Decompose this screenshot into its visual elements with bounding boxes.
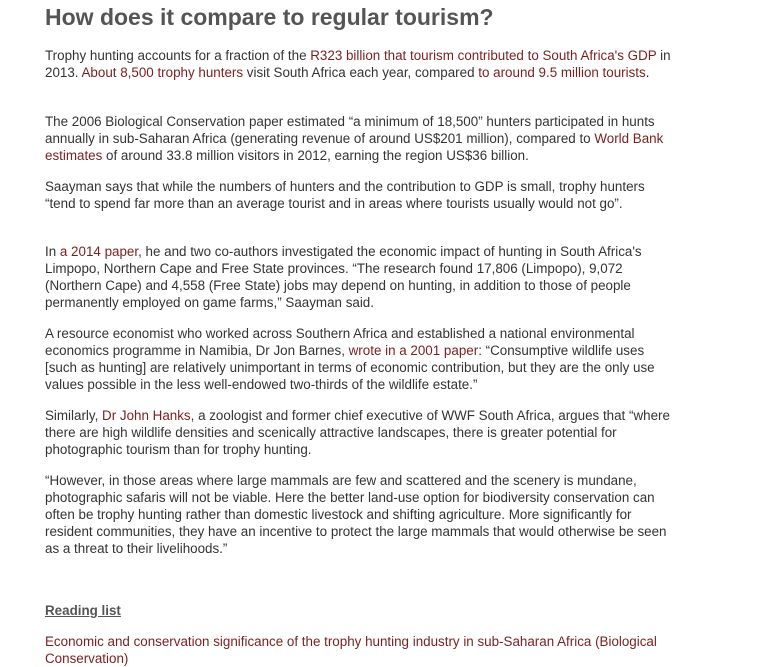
reading-list-title: Reading list <box>45 603 121 618</box>
text: of around 33.8 million visitors in 2012, earning the region US$36 billion. <box>102 148 529 163</box>
text: Saayman says that while the numbers of hunters and the contribution to GDP is small, trophy hunters “tend to spend far more than an average tourist and in areas where tourists usually would not go”. <box>45 179 645 211</box>
text: “However, in those areas where large mammals are few and scattered and the scenery is mundane, photographic safaris will not be viable. Here the better land-use option for biodiversity conservation can often be trophy hunting rather than domestic livestock and shifting agriculture. More significantly for resident communities, they have an incentive to protect the large mammals that would otherwise be seen as a threat to their livelihoods.” <box>45 473 667 556</box>
link-million-tourists[interactable]: to around 9.5 million tourists <box>478 65 646 80</box>
link-2014-paper[interactable]: a 2014 paper <box>59 244 139 259</box>
link-trophy-hunters[interactable]: About 8,500 trophy hunters <box>81 65 244 80</box>
paragraph-john-hanks <box>45 407 675 458</box>
text: Similarly, <box>45 408 103 423</box>
link-tourism-gdp[interactable]: R323 billion that tourism contributed to South Africa's GDP <box>310 48 657 63</box>
link-john-hanks[interactable]: Dr John Hanks <box>102 408 191 423</box>
link-world-bank-estimates[interactable]: World Bank estimates <box>45 131 664 163</box>
text: A resource economist who worked across Southern Africa and established a national environmental economics programme in Namibia, Dr Jon Barnes, <box>45 326 635 358</box>
link-reading-list-item[interactable]: Economic and conservation significance of the trophy hunting industry in sub-Saharan Africa (Biological Conservation) <box>45 634 657 666</box>
text: in 2013. <box>45 48 671 80</box>
text: : “Consumptive wildlife uses [such as hunting] are relatively unimportant in terms of economic contribution, but they are the only use values possible in the less well-endowed two-thirds of the wildlife estate.” <box>45 343 655 392</box>
text: . <box>645 65 650 80</box>
article-body <box>45 0 685 666</box>
text: visit South Africa each year, compared <box>243 65 479 80</box>
section-heading: How does it compare to regular tourism? <box>45 4 494 30</box>
text: In <box>45 244 60 259</box>
paragraph-saayman <box>45 178 675 212</box>
text: The 2006 Biological Conservation paper estimated “a minimum of 18,500” hunters participated in hunts annually in sub-Saharan Africa (generating revenue of around US$201 million), compared to <box>45 114 655 146</box>
reading-list-item <box>45 633 675 667</box>
paragraph-quote-hanks <box>45 472 675 557</box>
paragraph-jon-barnes <box>45 325 675 393</box>
text: , a zoologist and former chief executive of WWF South Africa, argues that “where there are high wildlife densities and scenically attractive landscapes, there is greater potential for photographic tourism than for trophy hunting. <box>45 408 670 457</box>
paragraph-tourism-gdp <box>45 47 675 81</box>
link-2001-paper[interactable]: wrote in a 2001 paper <box>348 343 479 358</box>
text: , he and two co-authors investigated the economic impact of hunting in South Africa's Limpopo, Northern Cape and Free State provinces. “The research found 17,806 (Limpopo), 9,072 (Northern Cape) and 4,558 (Free State) jobs may depend on hunting, in addition to those of people permanently employed on game farms,” Saayman said. <box>45 244 642 310</box>
paragraph-2014-paper <box>45 243 675 311</box>
text: Trophy hunting accounts for a fraction of the <box>45 48 311 63</box>
paragraph-biological-conservation <box>45 113 675 164</box>
